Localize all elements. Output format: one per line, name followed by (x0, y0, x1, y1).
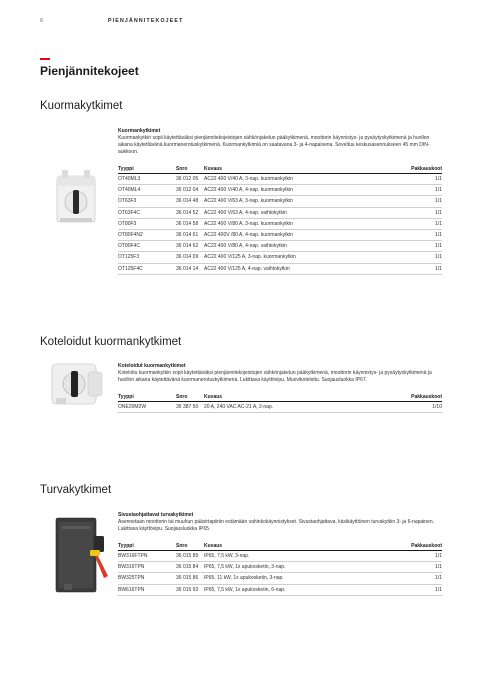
cell: 1/1 (377, 562, 442, 573)
cell: 1/1 (377, 584, 442, 595)
cell: OT125F4C (118, 263, 176, 274)
cell: 1/1 (382, 241, 442, 252)
section-subtitle: Koteloidut kuormankytkimet (118, 363, 186, 369)
cell: 36 014 09 (176, 252, 204, 263)
cell: OT80F3 (118, 218, 176, 229)
cell: 36 014 52 (176, 207, 204, 218)
cell: 36 014 58 (176, 218, 204, 229)
cell: AC22 400 V/40 A, 3-nap. kuormankytkin (204, 174, 382, 185)
section-description: Kuormankytkin sopii käytettäväksi pienjännitekojeistojen sähkönjakelun pääkytkimenä, moottorin käynnistys- ja pysäytyskytkimenä ja huollon aikana käytettävänä kuormanerotuskytkimenä. Kuormankytkimiä on saatavana 3- ja 4-napaisena. Soveltuu keskusasennukseen 45 mm DIN-aukkoon. (118, 135, 430, 155)
table-row (118, 185, 442, 196)
col-header: Pakkauskoot (382, 164, 442, 174)
cell: 36 014 48 (176, 196, 204, 207)
table-row (118, 241, 442, 252)
cell: IP65, 7,5 kW, 1x apukosketin, 6-nap. (204, 584, 377, 595)
cell: AC22 400 V/63 A, 3-nap. kuormankytkin (204, 196, 382, 207)
cell: OT40ML4 (118, 185, 176, 196)
cell: AC22 400 V/80 A, 3-nap. kuormankytkin (204, 218, 382, 229)
cell: OT63F4C (118, 207, 176, 218)
section-subtitle: Sivustaohjattavat turvakytkimet (118, 512, 194, 518)
cell: 36 015 84 (176, 562, 204, 573)
col-header: Kuvaus (204, 392, 369, 402)
section-title-kuormakytkimet: Kuormakytkimet (40, 100, 123, 112)
section-title-turvakytkimet: Turvakytkimet (40, 484, 112, 496)
cell: 36 015 85 (176, 551, 204, 562)
cell: IP65, 7,5 kW, 3-nap. (204, 551, 377, 562)
section-description: Asennetaan moottorin tai muuhun päävirtapiiriin estämään vahinkokäynnistykset. Sivustaohjattava, käsikäyttöinen turvakytkin 3- ja 6-napainen. Lukittava käyttövipu. Suojausluokka IP65. (118, 519, 435, 532)
cell: OT125F3 (118, 252, 176, 263)
cell: AC22 400V /80 A, 4-nap. kuormankytkin (204, 229, 382, 240)
table-row (118, 229, 442, 240)
cell: AC22 400 V/125 A, 4-nap. vaihtokytkin (204, 263, 382, 274)
cell: AC22 400 V/125 A, 3-nap. kuormankytkin (204, 252, 382, 263)
chapter-title: PIENJÄNNITEKOJEET (108, 18, 184, 24)
col-header: Tyyppi (118, 541, 176, 551)
table-row (118, 551, 442, 562)
section-title-koteloidut: Koteloidut kuormankytkimet (40, 336, 182, 348)
cell: 36 014 61 (176, 229, 204, 240)
cell: 1/1 (382, 185, 442, 196)
section-description: Koteloitu kuormankytkin sopii käytettäväksi pienjännitekojeistojen sähkönjakelun pääkytkimenä, moottorin käynnistys- ja pysäytyskytkimenä ja huollon aikana käytettävänä kuormanerotuskytkimenä. Lukittava käyttövipu. Muovikoteloitu. Suojausluokka IP67. (118, 370, 432, 383)
col-header: Kuvaus (204, 164, 382, 174)
section-content-2 (118, 363, 442, 413)
col-header: Tyyppi (118, 164, 176, 174)
table-row (118, 584, 442, 595)
page-header (40, 18, 440, 28)
table-row (118, 207, 442, 218)
cell: ONE20M2W (118, 402, 176, 413)
cell: 1/1 (382, 218, 442, 229)
cell: BW316FTPN (118, 551, 176, 562)
cell: 36 387 50 (176, 402, 204, 413)
page-number: 6 (40, 18, 44, 24)
cell: 1/1 (382, 174, 442, 185)
cell: 1/1 (382, 263, 442, 274)
product-table (118, 392, 442, 413)
table-row (118, 218, 442, 229)
cell: 20 A, 240 VAC AC-21 A, 2-nap. (204, 402, 369, 413)
table-row (118, 263, 442, 274)
col-header: Snro (176, 541, 204, 551)
cell: IP65, 11 kW, 1x apukosketin, 3-nap. (204, 573, 377, 584)
table-row (118, 573, 442, 584)
col-header: Snro (176, 392, 204, 402)
section-subtitle: Kuormankytkimet (118, 128, 161, 134)
page-title: Pienjännitekojeet (40, 64, 139, 78)
cell: 36 015 86 (176, 573, 204, 584)
cell: IP65, 7,5 kW, 1x apukosketin, 3-nap. (204, 562, 377, 573)
cell: 1/1 (382, 252, 442, 263)
safety-switch-image (50, 514, 110, 596)
accent-line (40, 58, 50, 60)
table-header-row (118, 164, 442, 174)
cell: OT63F3 (118, 196, 176, 207)
cell: 1/1 (377, 573, 442, 584)
cell: 36 014 62 (176, 241, 204, 252)
cell: BW616TPN (118, 584, 176, 595)
table-row (118, 402, 442, 413)
col-header: Snro (176, 164, 204, 174)
cell: 1/1 (382, 196, 442, 207)
col-header: Kuvaus (204, 541, 377, 551)
cell: BW316TPN (118, 562, 176, 573)
section-content-3 (118, 512, 442, 596)
col-header: Pakkauskoot (377, 541, 442, 551)
table-row (118, 252, 442, 263)
cell: 1/1 (382, 207, 442, 218)
cell: 36 012 04 (176, 185, 204, 196)
table-row (118, 174, 442, 185)
cell: BW325TPN (118, 573, 176, 584)
enclosed-switch-image (48, 358, 108, 410)
table-header-row (118, 541, 442, 551)
table-header-row (118, 392, 442, 402)
table-row (118, 562, 442, 573)
product-table (118, 164, 442, 275)
cell: OT40ML3 (118, 174, 176, 185)
cell: AC22 400 V/80 A, 4-nap. vaihtokytkin (204, 241, 382, 252)
col-header: Tyyppi (118, 392, 176, 402)
table-row (118, 196, 442, 207)
product-table (118, 541, 442, 596)
cell: 1/1 (377, 551, 442, 562)
cell: 1/10 (369, 402, 442, 413)
cell: OT80F4C (118, 241, 176, 252)
cell: 1/1 (382, 229, 442, 240)
load-switch-image (52, 168, 102, 228)
section-content-1 (118, 128, 442, 275)
cell: 36 015 93 (176, 584, 204, 595)
cell: AC22 400 V/63 A, 4-nap. vaihtokytkin (204, 207, 382, 218)
cell: AC22 400 V/40 A, 4-nap. kuormankytkin (204, 185, 382, 196)
cell: OT80F4N2 (118, 229, 176, 240)
cell: 36 012 05 (176, 174, 204, 185)
cell: 36 014 14 (176, 263, 204, 274)
col-header: Pakkauskoot (369, 392, 442, 402)
